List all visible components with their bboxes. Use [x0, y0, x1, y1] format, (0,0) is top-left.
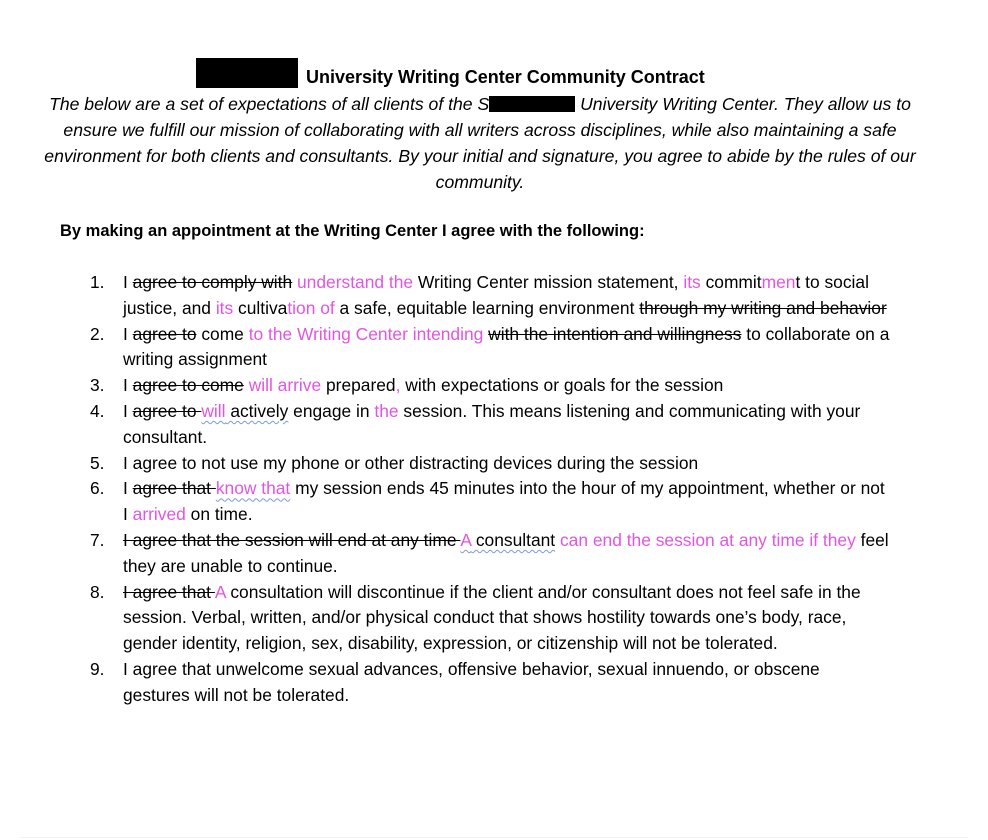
deleted-text: with the intention and willingness: [488, 323, 742, 344]
list-number: 6.: [90, 478, 105, 499]
item-text: I agree that unwelcome sexual advances, offensive behavior, sexual innuendo, or obscene gestures will not be tolerated.: [123, 658, 820, 705]
list-item: [90, 451, 890, 477]
item-text: I agree to not use my phone or other distracting devices during the session: [123, 452, 699, 473]
item-text: I: [123, 375, 133, 396]
agreement-lead: By making an appointment at the Writing Center I agree with the following:: [60, 222, 645, 240]
item-text: come: [196, 323, 249, 344]
item-text: I: [123, 478, 133, 499]
inserted-text: ,: [395, 375, 401, 396]
document-title: University Writing Center Community Contract: [306, 67, 705, 87]
item-text: consultation will discontinue if the client and/or consultant does not feel safe in the session. Verbal, written, and/or physical conduct that shows hostility towards one’s body, race, gender identity, religion, sex, disability, expression, or citizenship will not be tolerated.: [123, 581, 861, 654]
item-text: session. This means listening and communicating with your consultant.: [123, 400, 861, 447]
inserted-text: tion of: [287, 297, 335, 318]
item-text: feel they are unable to continue.: [123, 529, 889, 576]
list-number: 3.: [90, 375, 105, 396]
item-text: engage in: [288, 400, 375, 421]
intro-text-start: The below are a set of expectations of all clients of the S: [49, 94, 490, 114]
inserted-text: will: [201, 400, 226, 421]
inserted-text: the: [374, 400, 399, 421]
item-text: I: [123, 400, 133, 421]
intro-text-end: University Writing Center.: [575, 94, 779, 114]
list-item: [90, 528, 890, 580]
item-text: to collaborate on a writing assignment: [123, 323, 890, 370]
item-text: I: [123, 272, 133, 292]
list-number: 5.: [90, 452, 105, 473]
item-text: Writing Center mission statement,: [413, 272, 684, 292]
agreement-list: [90, 270, 890, 709]
item-text: commit: [700, 272, 762, 292]
item-text: on time.: [185, 504, 253, 525]
redacted-inline-name: [489, 96, 575, 112]
deleted-text: agree to: [132, 323, 197, 344]
inserted-text: can end the session at any time if they: [559, 529, 856, 550]
deleted-text: agree to: [132, 400, 202, 421]
item-text: prepared: [321, 375, 396, 396]
list-item: [90, 373, 890, 399]
item-text: cultiva: [233, 297, 288, 318]
item-text: my session ends 45 minutes into the hour of my appointment, whether or not I: [123, 478, 885, 525]
list-item: [90, 657, 890, 709]
inserted-text: its: [683, 272, 701, 292]
page-edge: [20, 837, 968, 838]
list-item: [90, 399, 890, 451]
item-text: with expectations or goals for the session: [400, 375, 724, 396]
inserted-text: A: [460, 529, 472, 550]
list-number: 4.: [90, 400, 105, 421]
inserted-text: understand the: [297, 272, 414, 292]
redacted-university-name: [196, 58, 298, 88]
inserted-text: its: [215, 297, 234, 318]
list-number: 9.: [90, 658, 105, 679]
deleted-text: I agree that: [123, 581, 215, 602]
list-number: 8.: [90, 581, 105, 602]
inserted-text: will arrive: [248, 375, 322, 396]
deleted-text: agree to comply with: [132, 272, 293, 292]
deleted-text: through my writing and behavior: [639, 297, 887, 318]
inserted-text: arrived: [132, 504, 186, 525]
deleted-text: agree that: [132, 478, 216, 499]
list-item: [90, 322, 890, 374]
list-item: [90, 476, 890, 528]
deleted-text: I agree that the session will end at any time: [123, 529, 461, 550]
item-text: consultant: [471, 529, 556, 550]
inserted-text: A: [214, 581, 226, 602]
deleted-text: agree to come: [132, 375, 244, 396]
item-text: actively: [225, 400, 289, 421]
item-text: I: [123, 323, 133, 344]
inserted-text: know that: [215, 478, 291, 499]
list-number: 1.: [90, 272, 105, 292]
item-text: t to social justice, and: [123, 272, 869, 318]
list-number: 2.: [90, 323, 105, 344]
intro-text-rest: They allow us to ensure we fulfill our mission of collaborating with all writers across disciplines, while also maintaining a safe environment for both clients and consultants. By your initial and signature, you agree to abide by the rules of our community.: [44, 94, 916, 192]
inserted-text: men: [761, 272, 796, 292]
list-item: [90, 270, 890, 322]
intro-paragraph: [40, 91, 920, 195]
inserted-text: to the Writing Center intending: [248, 323, 484, 344]
list-number: 7.: [90, 529, 105, 550]
list-item: [90, 580, 890, 657]
item-text: a safe, equitable learning environment: [334, 297, 640, 318]
